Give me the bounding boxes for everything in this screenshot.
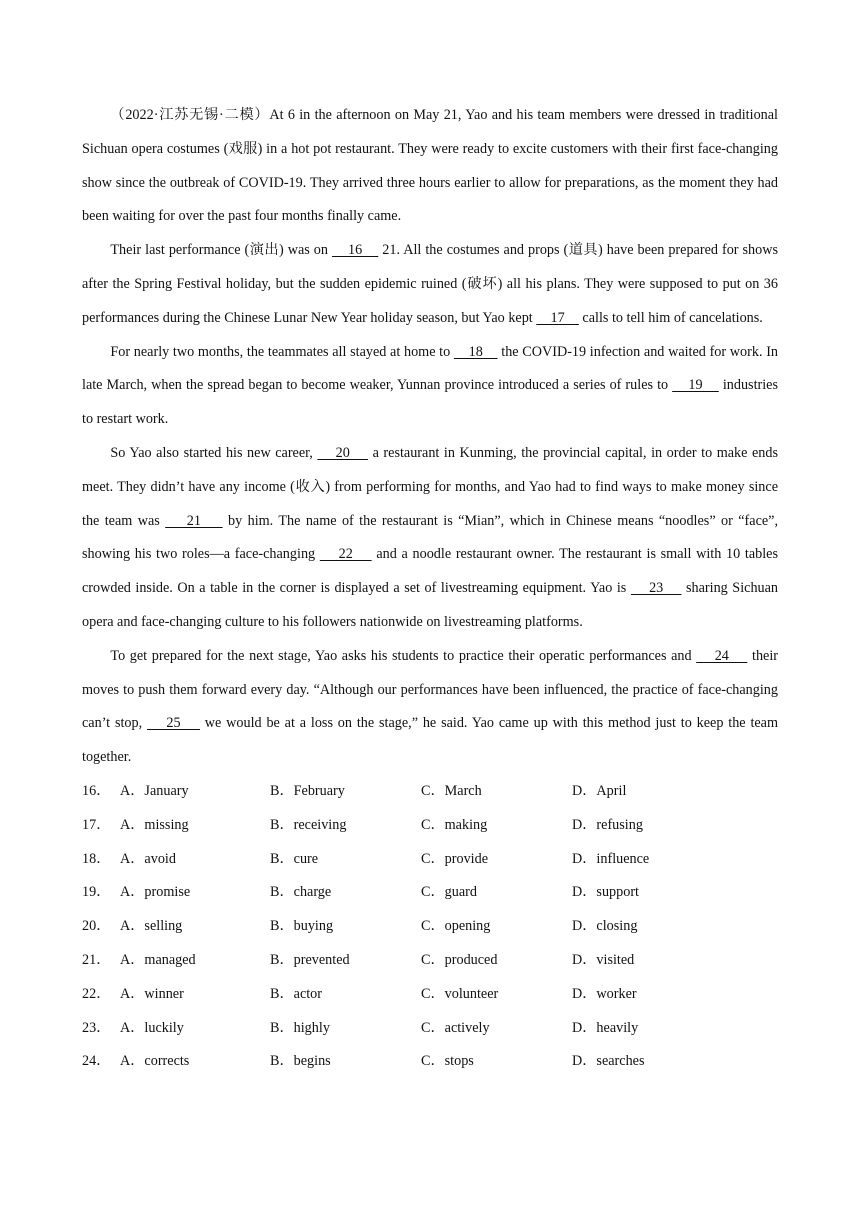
question-row (82, 1012, 778, 1046)
blank-21: 21 (165, 512, 223, 529)
paragraph-text: So Yao also started his new career, (110, 444, 318, 461)
option-b: B．begins (270, 1053, 331, 1070)
option-c: C．opening (421, 918, 491, 935)
question-number: 18． (82, 850, 111, 867)
option-a: A．corrects (120, 1053, 190, 1070)
blank-23: 23 (630, 580, 682, 597)
question-row (82, 876, 778, 910)
paragraph-text: sharing Sichuan opera and face-changing culture to his followers nationwide on livestreaming platforms. (82, 580, 779, 630)
question-number: 17． (82, 816, 111, 833)
passage-paragraph-1 (82, 99, 778, 234)
blank-19: 19 (672, 377, 719, 394)
blank-24: 24 (696, 647, 748, 664)
option-a: A．January (120, 782, 189, 799)
question-number: 24． (82, 1053, 111, 1070)
option-a: A．avoid (120, 850, 176, 867)
question-row (82, 1045, 778, 1079)
option-a: A．managed (120, 951, 196, 968)
paragraph-text: by him. The name of the restaurant is “Mian”, which in Chinese means “noodles” or “face”, showing his two roles—a face-changing (82, 512, 779, 563)
passage-paragraph-5 (82, 640, 778, 775)
option-c: C．provide (421, 850, 488, 867)
option-b: B．prevented (270, 951, 350, 968)
question-number: 23． (82, 1019, 111, 1036)
blank-18: 18 (453, 343, 498, 360)
blank-22: 22 (319, 546, 372, 563)
paragraph-text: and a noodle restaurant owner. The restaurant is small with 10 tables crowded inside. On a table in the corner is displayed a set of livestreaming equipment. Yao is (82, 546, 779, 597)
passage-paragraph-3 (82, 336, 778, 437)
option-b: B．highly (270, 1019, 330, 1036)
paragraph-text: we would be at a loss on the stage,” he said. Yao came up with this method just to keep the team together. (82, 715, 779, 766)
question-number: 16． (82, 782, 111, 799)
paragraph-text: Their last performance (演出) was on (110, 242, 333, 259)
question-row (82, 910, 778, 944)
option-c: C．making (421, 816, 488, 833)
option-c: C．stops (421, 1053, 474, 1070)
question-row (82, 775, 778, 809)
paragraph-text: （2022·江苏无锡·二模）At 6 in the afternoon on May 21, Yao and his team members were dressed in traditional Sichuan opera costumes (戏服) in a hot pot restaurant. They were ready to excite customers with their first face-changing show since the outbreak of COVID-19. They arrived three hours earlier to allow for preparations, as the moment they had been waiting for over the past four months finally came. (82, 107, 778, 225)
question-number: 22． (82, 985, 111, 1002)
option-c: C．guard (421, 884, 477, 901)
option-c: C．volunteer (421, 985, 499, 1002)
option-b: B．cure (270, 850, 319, 867)
paragraph-text: To get prepared for the next stage, Yao asks his students to practice their operatic performances and (110, 647, 697, 664)
option-d: D．visited (572, 951, 635, 968)
option-b: B．charge (270, 884, 332, 901)
question-row (82, 843, 778, 877)
option-a: A．missing (120, 816, 189, 833)
blank-25: 25 (146, 715, 200, 732)
option-a: A．luckily (120, 1019, 184, 1036)
option-a: A．selling (120, 918, 183, 935)
paragraph-text: industries to restart work. (82, 377, 779, 428)
option-d: D．heavily (572, 1019, 639, 1036)
option-d: D．support (572, 884, 639, 901)
option-c: C．actively (421, 1019, 490, 1036)
paragraph-text: their moves to push them forward every day. “Although our performances have been influenced, the practice of face-changing can’t stop, (82, 647, 779, 732)
option-d: D．worker (572, 985, 637, 1002)
paragraph-text: 21. All the costumes and props (道具) have been prepared for shows after the Spring Festival holiday, but the sudden epidemic ruined (破坏) all his plans. They were supposed to put on 36 performances during the Chinese Lunar New Year holiday season, but Yao kept (82, 242, 778, 326)
blank-20: 20 (317, 444, 369, 461)
option-d: D．closing (572, 918, 638, 935)
option-b: B．actor (270, 985, 323, 1002)
question-number: 20． (82, 918, 111, 935)
question-row (82, 944, 778, 978)
paragraph-text: For nearly two months, the teammates all stayed at home to (110, 343, 454, 360)
option-a: A．winner (120, 985, 184, 1002)
option-d: D．influence (572, 850, 650, 867)
question-row (82, 978, 778, 1012)
question-number: 19． (82, 884, 111, 901)
document-content (82, 99, 778, 1079)
question-row (82, 809, 778, 843)
question-number: 21． (82, 951, 111, 968)
passage-paragraph-2 (82, 234, 778, 335)
option-c: C．produced (421, 951, 498, 968)
option-b: B．receiving (270, 816, 347, 833)
option-b: B．February (270, 782, 345, 799)
paragraph-text: calls to tell him of cancelations. (578, 309, 763, 326)
option-d: D．searches (572, 1053, 645, 1070)
option-d: D．April (572, 782, 627, 799)
blank-16: 16 (332, 242, 379, 259)
option-c: C．March (421, 782, 482, 799)
option-a: A．promise (120, 884, 191, 901)
option-b: B．buying (270, 918, 334, 935)
options-list (82, 775, 778, 1079)
paragraph-text: a restaurant in Kunming, the provincial capital, in order to make ends meet. They didn’t have any income (收入) from performing for months, and Yao had to find ways to make money since the team was (82, 444, 779, 529)
blank-17: 17 (536, 309, 579, 326)
option-d: D．refusing (572, 816, 643, 833)
passage-paragraph-4 (82, 437, 778, 640)
paragraph-text: the COVID-19 infection and waited for work. In late March, when the spread began to become weaker, Yunnan province introduced a series of rules to (82, 343, 779, 394)
